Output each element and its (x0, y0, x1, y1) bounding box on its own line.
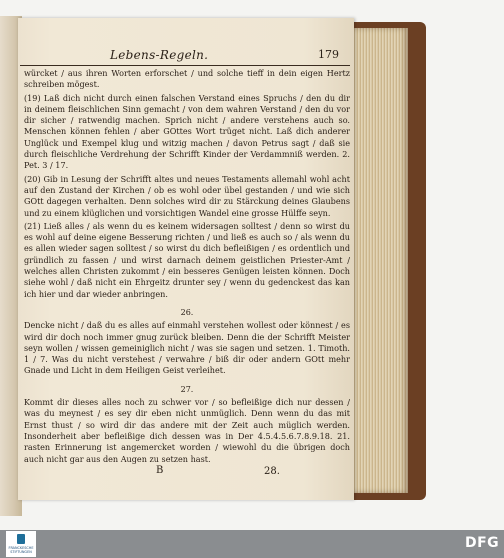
logo-text: FRANCKESCHE STIFTUNGEN (8, 546, 34, 554)
paragraph: (20) Gib in Lesung der Schrifft altes und neues Testaments allemahl wohl acht auf den Zustand der Kirchen / ob es wohl oder übel gestanden / und wie sich GOtt dagegen verhalten. Denn solches wird dir zu Stärckung deines Glaubens und zu einem klüglichen und vorsichtigen Wandel eine grosse Hülffe seyn. (24, 173, 350, 218)
paragraph: würcket / aus ihren Worten erforschet / und solche tieff in dein eigen Hertz schreiben mögest. (24, 68, 350, 90)
paragraph: (19) Laß dich nicht durch einen falschen Verstand eines Spruchs / den du dir in deinem fleischlichen Sinn gemacht / von dem wahren Verstand / den du vor dir sicher / ratwendig machen. Sprich nicht / andere verstehens auch so. Menschen können fehlen / aber GOttes Wort trüget nicht. Laß dich anderer Unglück und Exempel klug und witzig machen / davon Petrus sagt / daß sie durch fleischliche Verdrehung der Schrifft Kinder der Verdammniß werden. 2. Pet. 3 / 17. (24, 92, 350, 171)
paragraph: Kommt dir dieses alles noch zu schwer vor / so befleißige dich nur dessen / was du meynest / es sey dir eben nicht unmüglich. Denn wenn du das mit Ernst thust / so wird dir das andere mit der Zeit auch müglich werden. Insonderheit aber befleißige dich dessen was in Der 4.5.4.5.6.7.8.9.18. 21. rasten Erinnerung ist angemercket worden / wiewohl du die übrigen doch auch nicht gar aus den Augen zu setzen hast. (24, 397, 350, 464)
header-title: Lebens-Regeln. (110, 48, 209, 62)
page-edges (350, 28, 408, 493)
viewer-footer-bar (0, 530, 504, 558)
paragraph: Dencke nicht / daß du es alles auf einmahl verstehen wollest oder könnest / es wird dir doch noch immer gnug zurück bleiben. Denn die der Schrifft Meister seyn wollen / wissen gemeiniglich nicht / was sie sagen und setzen. 1. Timoth. 1 / 7. Was du nicht verstehest / verwahre / biß dir oder andern GOtt mehr Gnade und Licht in dem Heiligen Geist verleihet. (24, 320, 350, 376)
dfg-logo[interactable]: DFG (465, 535, 500, 551)
page-number: 179 (318, 48, 339, 61)
paragraph: (21) Ließ alles / als wenn du es keinem widersagen solltest / denn so wirst du es wohl auf deine eigene Besserung richten / und ließ es auch so / als wenn du es allen wieder sagen solltest / so wirst du dich befleißigen / es ordentlich und gründlich zu fassen / und wirst darnach deinem geistlichen Priester-Amt / welches allen Christen zukommt / ein besseres Genügen leisten können. Doch siehe wohl / daß nicht ein Ehrgeitz drunter sey / wenn du gedenckest das kan ich hier und dar wieder anbringen. (24, 220, 350, 299)
page-body (24, 68, 350, 467)
signature-mark: B (156, 465, 164, 476)
institution-logo[interactable] (6, 531, 36, 557)
header-rule (20, 65, 350, 66)
book-page (18, 18, 354, 500)
logo-icon (17, 534, 25, 544)
section-number: 26. (180, 307, 194, 317)
section-number: 27. (180, 384, 194, 394)
catchword: 28. (264, 466, 280, 477)
